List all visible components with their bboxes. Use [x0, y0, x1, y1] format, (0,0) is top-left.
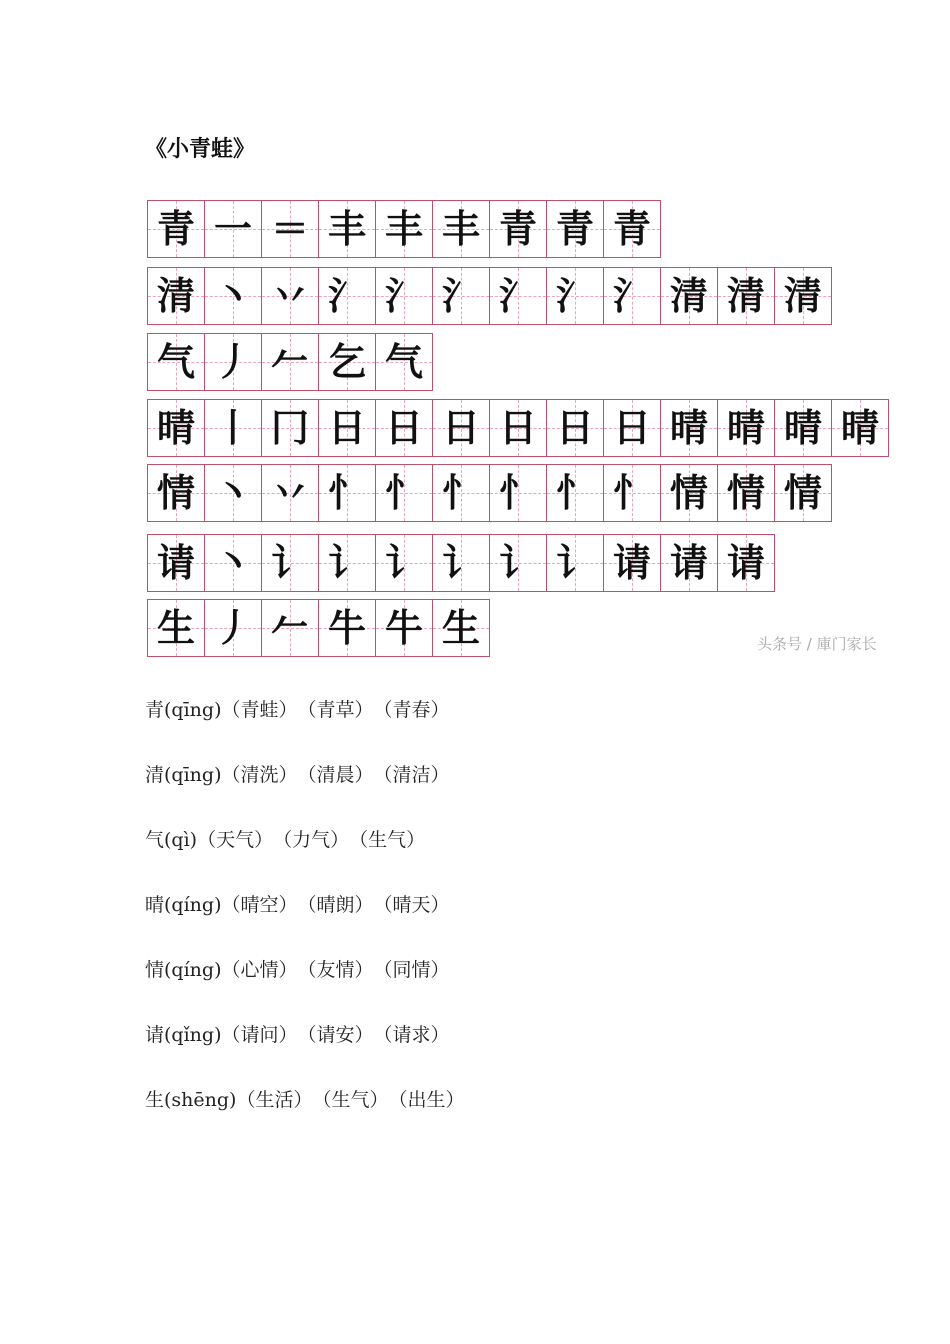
vocab-char: 青	[145, 699, 165, 721]
stroke-cell	[376, 464, 433, 522]
stroke-cell	[319, 399, 376, 457]
stroke-cell	[433, 267, 490, 325]
stroke-cell	[205, 464, 262, 522]
stroke-row	[147, 333, 433, 391]
stroke-cell	[547, 200, 604, 258]
vocab-word: （同情）	[373, 959, 450, 981]
stroke-glyph: 生	[441, 606, 480, 650]
stroke-glyph: 丰	[384, 207, 423, 251]
stroke-cell	[262, 200, 319, 258]
stroke-cell	[718, 534, 775, 592]
stroke-cell	[376, 333, 433, 391]
vocab-pinyin: (qīng)	[164, 764, 222, 786]
stroke-glyph: 请	[726, 541, 765, 585]
stroke-row	[147, 534, 775, 592]
stroke-cell	[775, 464, 832, 522]
stroke-cell	[604, 267, 661, 325]
stroke-glyph: 情	[156, 471, 195, 515]
stroke-glyph: 请	[669, 541, 708, 585]
vocab-line	[145, 885, 845, 950]
vocab-pinyin: (qíng)	[164, 894, 222, 916]
stroke-cell	[319, 464, 376, 522]
stroke-row	[147, 267, 832, 325]
vocab-word: （生气）	[312, 1089, 389, 1111]
stroke-cell	[433, 464, 490, 522]
stroke-glyph: 日	[555, 406, 594, 450]
stroke-row	[147, 464, 832, 522]
stroke-glyph: 忄	[555, 471, 594, 515]
vocab-pinyin: (qǐng)	[164, 1024, 222, 1046]
stroke-glyph: 讠	[327, 541, 366, 585]
stroke-cell	[718, 399, 775, 457]
vocab-word: （晴朗）	[297, 894, 374, 916]
stroke-cell	[319, 599, 376, 657]
stroke-glyph: 气	[156, 340, 195, 384]
stroke-glyph: 氵	[384, 274, 423, 318]
vocab-line	[145, 1080, 845, 1145]
stroke-cell	[319, 534, 376, 592]
stroke-cell	[262, 464, 319, 522]
stroke-glyph: 氵	[612, 274, 651, 318]
vocab-word: （请问）	[221, 1024, 298, 1046]
stroke-glyph: 讠	[384, 541, 423, 585]
stroke-cell	[490, 267, 547, 325]
stroke-glyph: 丰	[441, 207, 480, 251]
vocab-pinyin: (shēng)	[164, 1089, 237, 1111]
vocabulary-list	[145, 690, 845, 1145]
vocab-word: （青草）	[297, 699, 374, 721]
stroke-glyph: 忄	[498, 471, 537, 515]
stroke-cell	[262, 534, 319, 592]
stroke-glyph: 氵	[441, 274, 480, 318]
stroke-glyph: 丶	[213, 471, 252, 515]
stroke-row	[147, 599, 490, 657]
stroke-cell	[490, 464, 547, 522]
vocab-word: （清晨）	[297, 764, 374, 786]
stroke-cell	[661, 464, 718, 522]
stroke-glyph: 情	[726, 471, 765, 515]
vocab-word: （清洁）	[373, 764, 450, 786]
vocab-pinyin: (qì)	[164, 829, 198, 851]
stroke-row	[147, 200, 661, 258]
stroke-cell	[376, 599, 433, 657]
stroke-cell	[205, 399, 262, 457]
stroke-glyph: 请	[612, 541, 651, 585]
stroke-cell	[661, 534, 718, 592]
stroke-glyph: 清	[726, 274, 765, 318]
stroke-cell	[547, 534, 604, 592]
vocab-char: 情	[145, 959, 165, 981]
page-title: 《小青蛙》	[145, 137, 256, 162]
stroke-cell	[604, 399, 661, 457]
stroke-cell	[319, 200, 376, 258]
stroke-cell	[205, 333, 262, 391]
vocab-word: （请安）	[297, 1024, 374, 1046]
vocab-pinyin: (qīng)	[164, 699, 222, 721]
vocab-word: （请求）	[373, 1024, 450, 1046]
stroke-cell	[147, 267, 205, 325]
stroke-glyph: 晴	[840, 406, 879, 450]
stroke-glyph: 𠂉	[270, 606, 309, 650]
stroke-cell	[661, 399, 718, 457]
stroke-cell	[205, 200, 262, 258]
stroke-glyph: 丿	[213, 606, 252, 650]
stroke-glyph: 牛	[384, 606, 423, 650]
stroke-glyph: 讠	[498, 541, 537, 585]
stroke-glyph: 请	[156, 541, 195, 585]
stroke-cell	[775, 267, 832, 325]
stroke-row	[147, 399, 889, 457]
stroke-cell	[262, 599, 319, 657]
stroke-cell	[319, 333, 376, 391]
vocab-char: 生	[145, 1089, 165, 1111]
vocab-word: （心情）	[221, 959, 298, 981]
stroke-glyph: 讠	[441, 541, 480, 585]
vocab-pinyin: (qíng)	[164, 959, 222, 981]
vocab-line	[145, 820, 845, 885]
vocab-word: （清洗）	[221, 764, 298, 786]
stroke-glyph: 晴	[783, 406, 822, 450]
stroke-glyph: 氵	[498, 274, 537, 318]
vocab-word: （生气）	[349, 829, 426, 851]
stroke-glyph: 忄	[384, 471, 423, 515]
stroke-glyph: 晴	[669, 406, 708, 450]
stroke-glyph: 讠	[270, 541, 309, 585]
vocab-line	[145, 950, 845, 1015]
stroke-cell	[147, 333, 205, 391]
stroke-glyph: 冂	[270, 406, 309, 450]
vocab-line	[145, 1015, 845, 1080]
stroke-cell	[547, 267, 604, 325]
stroke-glyph: 日	[612, 406, 651, 450]
stroke-glyph: 日	[384, 406, 423, 450]
stroke-cell	[205, 267, 262, 325]
stroke-glyph: 气	[384, 340, 423, 384]
vocab-char: 清	[145, 764, 165, 786]
watermark: 头条号 / 庫门家长	[757, 635, 877, 653]
stroke-glyph: 丨	[213, 406, 252, 450]
stroke-cell	[205, 599, 262, 657]
vocab-word: （友情）	[297, 959, 374, 981]
stroke-glyph: 青	[156, 207, 195, 251]
stroke-cell	[433, 200, 490, 258]
stroke-glyph: 丿	[213, 340, 252, 384]
stroke-cell	[319, 267, 376, 325]
stroke-cell	[376, 399, 433, 457]
vocab-word: （天气）	[197, 829, 274, 851]
vocab-word: （出生）	[388, 1089, 465, 1111]
stroke-cell	[147, 464, 205, 522]
stroke-cell	[775, 399, 832, 457]
stroke-cell	[262, 267, 319, 325]
vocab-line	[145, 690, 845, 755]
stroke-order-grid	[147, 200, 927, 670]
stroke-glyph: 清	[669, 274, 708, 318]
stroke-cell	[147, 200, 205, 258]
stroke-cell	[547, 399, 604, 457]
stroke-glyph: 氵	[327, 274, 366, 318]
stroke-glyph: 晴	[156, 406, 195, 450]
stroke-cell	[490, 534, 547, 592]
vocab-char: 晴	[145, 894, 165, 916]
stroke-glyph: 日	[498, 406, 537, 450]
stroke-glyph: 青	[612, 207, 651, 251]
stroke-glyph: ＝	[270, 207, 309, 251]
stroke-cell	[433, 534, 490, 592]
stroke-cell	[718, 464, 775, 522]
stroke-cell	[604, 464, 661, 522]
vocab-char: 气	[145, 829, 165, 851]
vocab-word: （晴空）	[221, 894, 298, 916]
stroke-glyph: 清	[783, 274, 822, 318]
stroke-glyph: 清	[156, 274, 195, 318]
stroke-glyph: 一	[213, 207, 252, 251]
stroke-glyph: 日	[327, 406, 366, 450]
stroke-cell	[604, 200, 661, 258]
stroke-cell	[147, 534, 205, 592]
vocab-word: （生活）	[236, 1089, 313, 1111]
stroke-glyph: 丶	[213, 541, 252, 585]
stroke-glyph: 丷	[270, 471, 309, 515]
stroke-glyph: 忄	[612, 471, 651, 515]
stroke-glyph: 乞	[327, 340, 366, 384]
stroke-glyph: 讠	[555, 541, 594, 585]
stroke-cell	[832, 399, 889, 457]
stroke-glyph: 青	[498, 207, 537, 251]
stroke-glyph: 晴	[726, 406, 765, 450]
stroke-cell	[718, 267, 775, 325]
stroke-glyph: 氵	[555, 274, 594, 318]
stroke-cell	[490, 399, 547, 457]
vocab-word: （青蛙）	[221, 699, 298, 721]
vocab-char: 请	[145, 1024, 165, 1046]
stroke-cell	[490, 200, 547, 258]
stroke-glyph: 生	[156, 606, 195, 650]
stroke-cell	[262, 399, 319, 457]
stroke-glyph: 丰	[327, 207, 366, 251]
stroke-cell	[147, 599, 205, 657]
stroke-cell	[604, 534, 661, 592]
stroke-cell	[376, 534, 433, 592]
stroke-glyph: 忄	[327, 471, 366, 515]
stroke-glyph: 情	[669, 471, 708, 515]
stroke-cell	[376, 200, 433, 258]
stroke-glyph: 情	[783, 471, 822, 515]
stroke-cell	[147, 399, 205, 457]
stroke-glyph: 日	[441, 406, 480, 450]
stroke-glyph: 𠂉	[270, 340, 309, 384]
stroke-cell	[433, 399, 490, 457]
stroke-cell	[661, 267, 718, 325]
stroke-glyph: 丶	[213, 274, 252, 318]
vocab-word: （晴天）	[373, 894, 450, 916]
stroke-cell	[205, 534, 262, 592]
stroke-cell	[433, 599, 490, 657]
vocab-word: （力气）	[273, 829, 350, 851]
stroke-cell	[547, 464, 604, 522]
vocab-word: （青春）	[373, 699, 450, 721]
vocab-line	[145, 755, 845, 820]
stroke-glyph: 丷	[270, 274, 309, 318]
stroke-cell	[262, 333, 319, 391]
stroke-glyph: 牛	[327, 606, 366, 650]
stroke-glyph: 忄	[441, 471, 480, 515]
stroke-glyph: 青	[555, 207, 594, 251]
stroke-cell	[376, 267, 433, 325]
